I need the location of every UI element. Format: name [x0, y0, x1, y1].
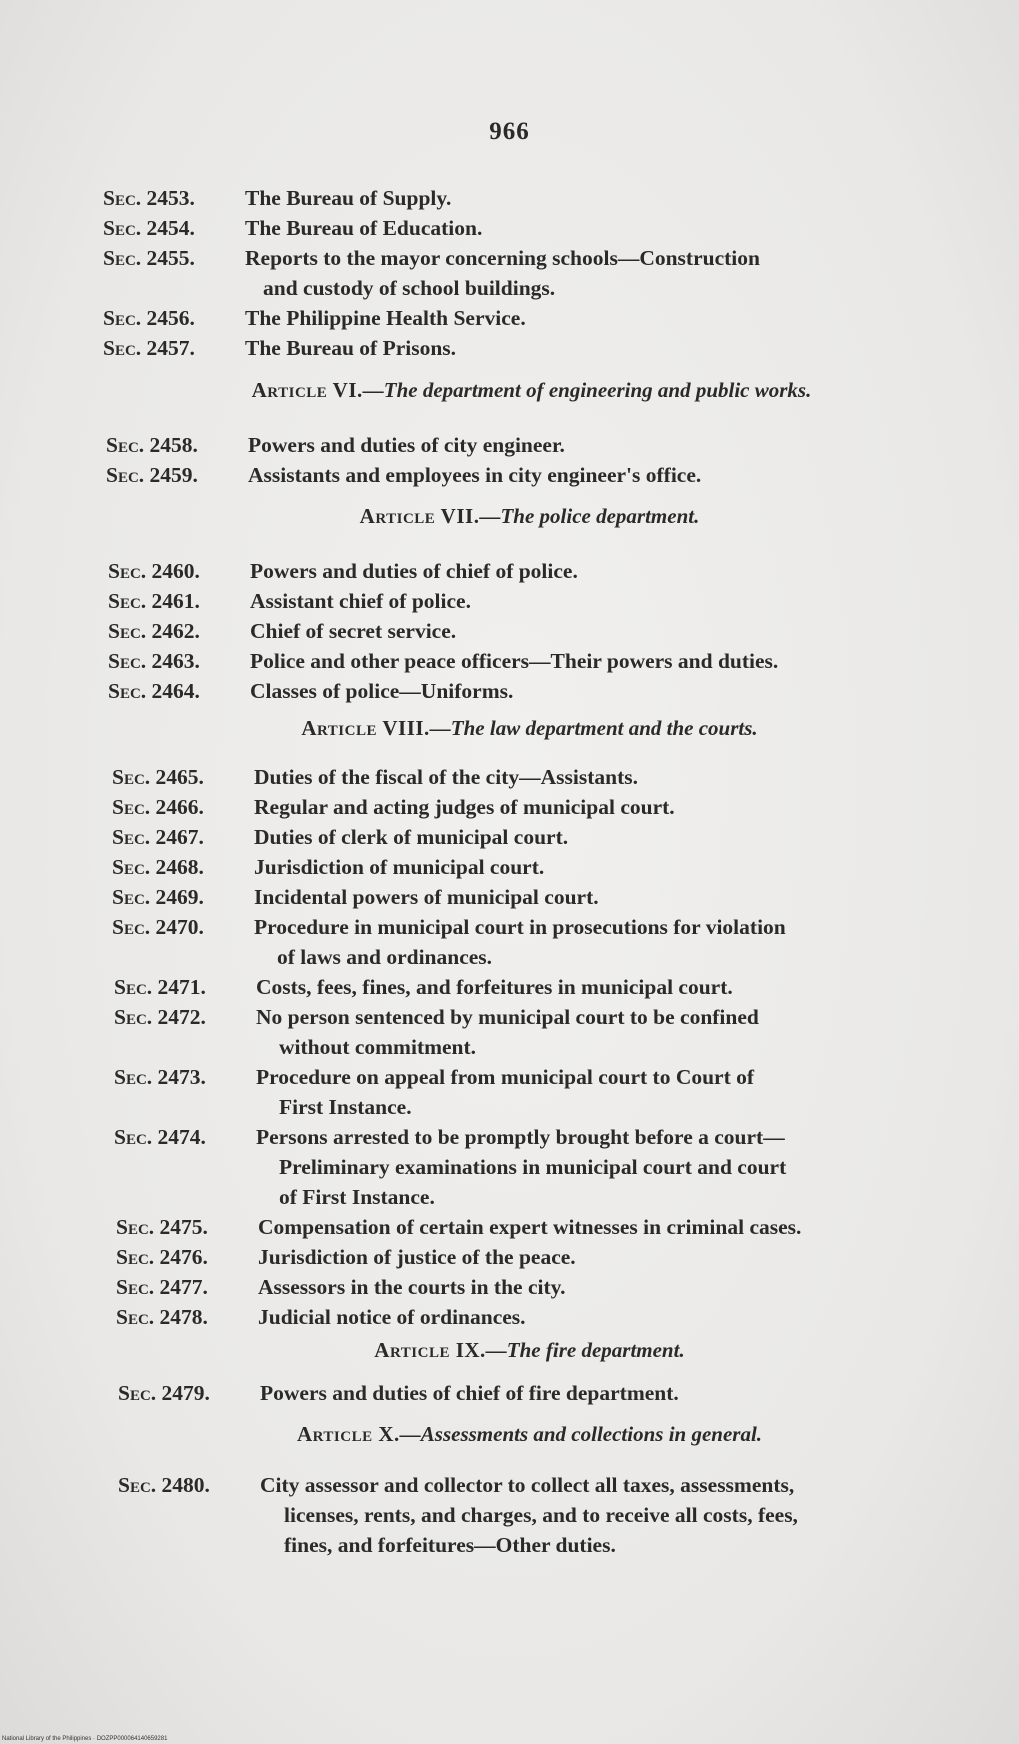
toc-entry — [106, 430, 966, 460]
toc-entry — [108, 646, 968, 676]
section-title: The Bureau of Education. — [245, 216, 483, 240]
section-title: Jurisdiction of justice of the peace. — [258, 1245, 576, 1269]
article-title: —The law department and the courts. — [429, 716, 758, 740]
section-title-continuation: fines, and forfeitures—Other duties. — [284, 1533, 616, 1557]
section-title: The Bureau of Supply. — [245, 186, 452, 210]
article-label: Article X. — [296, 1422, 400, 1446]
toc-entry — [116, 1302, 976, 1332]
section-title: Assistants and employees in city engineer's office. — [248, 463, 702, 487]
section-number: Sec. 2462. — [108, 619, 200, 643]
toc-entry — [116, 1272, 976, 1302]
toc-entry — [108, 676, 968, 706]
section-number: Sec. 2478. — [116, 1305, 208, 1329]
toc-entry — [112, 822, 972, 852]
toc-entry — [112, 762, 972, 792]
toc-entry — [103, 213, 963, 243]
article-heading — [0, 716, 1019, 741]
section-title: Classes of police—Uniforms. — [250, 679, 514, 703]
section-title: The Philippine Health Service. — [245, 306, 526, 330]
section-title: Reports to the mayor concerning schools—Construction — [245, 246, 760, 270]
section-title: Powers and duties of chief of fire department. — [260, 1381, 679, 1405]
section-number: Sec. 2468. — [112, 855, 204, 879]
section-title-continuation: licenses, rents, and charges, and to receive all costs, fees, — [284, 1503, 798, 1527]
article-heading — [0, 1338, 1019, 1363]
article-label: Article VII. — [359, 504, 480, 528]
section-title: City assessor and collector to collect all taxes, assessments, — [260, 1473, 795, 1497]
toc-entry — [103, 243, 963, 303]
section-number: Sec. 2475. — [116, 1215, 208, 1239]
section-number: Sec. 2472. — [114, 1005, 206, 1029]
section-number: Sec. 2477. — [116, 1275, 208, 1299]
toc-entry — [114, 1122, 974, 1212]
toc-entry — [116, 1242, 976, 1272]
section-title-continuation: and custody of school buildings. — [263, 276, 556, 300]
section-title-continuation: of laws and ordinances. — [277, 945, 493, 969]
article-heading — [0, 378, 1019, 403]
article-label: Article IX. — [374, 1338, 486, 1362]
toc-entry — [116, 1212, 976, 1242]
section-title: Duties of clerk of municipal court. — [254, 825, 569, 849]
section-number: Sec. 2454. — [103, 216, 195, 240]
section-title-continuation: of First Instance. — [279, 1185, 435, 1209]
article-title: —Assessments and collections in general. — [399, 1422, 763, 1446]
section-title: Police and other peace officers—Their powers and duties. — [250, 649, 779, 673]
section-title: Compensation of certain expert witnesses in criminal cases. — [258, 1215, 802, 1239]
toc-entry — [118, 1470, 978, 1560]
section-number: Sec. 2469. — [112, 885, 204, 909]
article-heading — [0, 1422, 1019, 1447]
section-number: Sec. 2467. — [112, 825, 204, 849]
toc-entry — [106, 460, 966, 490]
section-number: Sec. 2459. — [106, 463, 198, 487]
section-number: Sec. 2471. — [114, 975, 206, 999]
toc-entry — [108, 616, 968, 646]
toc-entry — [112, 792, 972, 822]
toc-entry — [112, 852, 972, 882]
toc-entry — [103, 333, 963, 363]
section-number: Sec. 2455. — [103, 246, 195, 270]
toc-entry — [114, 1002, 974, 1062]
section-number: Sec. 2457. — [103, 336, 195, 360]
section-number: Sec. 2453. — [103, 186, 195, 210]
section-number: Sec. 2460. — [108, 559, 200, 583]
toc-entry — [108, 556, 968, 586]
section-title: Costs, fees, fines, and forfeitures in municipal court. — [256, 975, 733, 999]
section-title: Assistant chief of police. — [250, 589, 471, 613]
section-title: Jurisdiction of municipal court. — [254, 855, 545, 879]
article-label: Article VIII. — [301, 716, 430, 740]
section-title-continuation: First Instance. — [279, 1095, 412, 1119]
section-number: Sec. 2456. — [103, 306, 195, 330]
section-title-continuation: Preliminary examinations in municipal court and court — [279, 1155, 787, 1179]
section-number: Sec. 2461. — [108, 589, 200, 613]
section-number: Sec. 2463. — [108, 649, 200, 673]
toc-entry — [103, 183, 963, 213]
article-title: —The fire department. — [485, 1338, 685, 1362]
toc-entry — [108, 586, 968, 616]
article-label: Article VI. — [251, 378, 363, 402]
section-number: Sec. 2465. — [112, 765, 204, 789]
toc-entry — [114, 1062, 974, 1122]
toc-entry — [112, 882, 972, 912]
section-number: Sec. 2458. — [106, 433, 198, 457]
section-number: Sec. 2479. — [118, 1381, 210, 1405]
section-title: Powers and duties of chief of police. — [250, 559, 578, 583]
section-number: Sec. 2473. — [114, 1065, 206, 1089]
article-title: —The police department. — [479, 504, 700, 528]
section-title: Assessors in the courts in the city. — [258, 1275, 566, 1299]
section-title-continuation: without commitment. — [279, 1035, 477, 1059]
section-number: Sec. 2464. — [108, 679, 200, 703]
section-title: Duties of the fiscal of the city—Assistants. — [254, 765, 638, 789]
page-number: 966 — [489, 118, 530, 145]
section-number: Sec. 2476. — [116, 1245, 208, 1269]
section-number: Sec. 2470. — [112, 915, 204, 939]
section-number: Sec. 2480. — [118, 1473, 210, 1497]
section-title: The Bureau of Prisons. — [245, 336, 457, 360]
section-title: Chief of secret service. — [250, 619, 457, 643]
section-title: Judicial notice of ordinances. — [258, 1305, 526, 1329]
section-title: Regular and acting judges of municipal court. — [254, 795, 675, 819]
section-title: Powers and duties of city engineer. — [248, 433, 565, 457]
section-title: Procedure in municipal court in prosecutions for violation — [254, 915, 786, 939]
section-title: No person sentenced by municipal court to be confined — [256, 1005, 759, 1029]
section-title: Procedure on appeal from municipal court to Court of — [256, 1065, 755, 1089]
article-title: —The department of engineering and public works. — [362, 378, 812, 402]
section-title: Incidental powers of municipal court. — [254, 885, 599, 909]
toc-entry — [114, 972, 974, 1002]
section-number: Sec. 2474. — [114, 1125, 206, 1149]
toc-entry — [118, 1378, 978, 1408]
scan-footer: National Library of the Philippines · DOZPP000064140659281 — [2, 1736, 168, 1742]
section-title: Persons arrested to be promptly brought before a court— — [256, 1125, 785, 1149]
article-heading — [0, 504, 1019, 529]
toc-entry — [103, 303, 963, 333]
toc-entry — [112, 912, 972, 972]
section-number: Sec. 2466. — [112, 795, 204, 819]
